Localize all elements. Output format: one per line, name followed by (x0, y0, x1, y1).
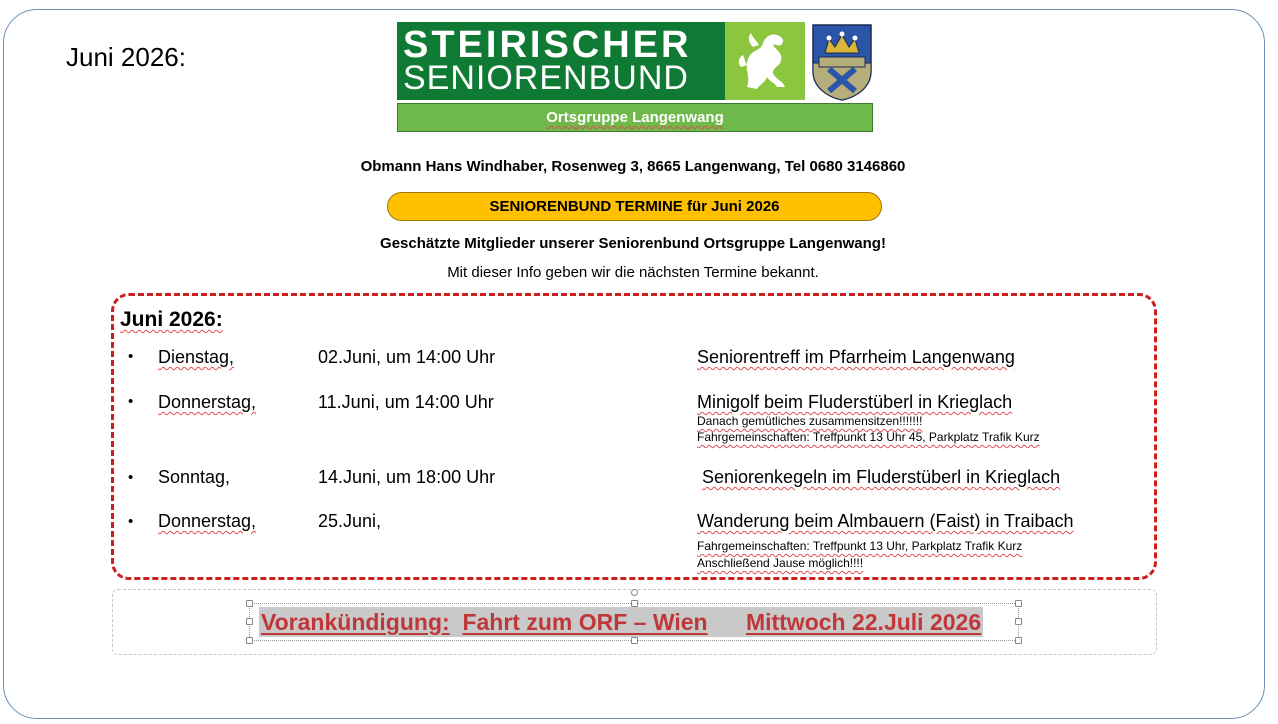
event-time: 14.Juni, um 18:00 Uhr (318, 467, 496, 487)
resize-handle[interactable] (246, 600, 253, 607)
ortsgruppe-band (397, 103, 873, 132)
event-title: Seniorenkegeln im Fluderstüberl in Krieglach (702, 467, 1061, 487)
event-day: Sonntag, (158, 467, 231, 487)
town-crest-icon (811, 23, 873, 101)
greeting-line: Geschätzte Mitglieder unserer Seniorenbund Ortsgruppe Langenwang! (380, 235, 886, 252)
event-day: Donnerstag, (158, 392, 257, 412)
resize-handle[interactable] (246, 637, 253, 644)
termine-banner (387, 192, 882, 221)
bullet-icon: • (128, 393, 134, 410)
resize-handle[interactable] (631, 600, 638, 607)
announcement-date: Mittwoch 22.Juli 2026 (745, 609, 982, 635)
announcement-label: Vorankündigung: (261, 609, 450, 635)
announcement-trip: Fahrt zum ORF – Wien (462, 609, 708, 635)
event-day: Donnerstag, (158, 511, 257, 531)
resize-handle[interactable] (1015, 618, 1022, 625)
event-time: 11.Juni, um 14:00 Uhr (318, 392, 494, 412)
events-box-title: Juni 2026: (120, 308, 223, 331)
bullet-icon: • (128, 348, 134, 365)
event-note: Fahrgemeinschaften: Treffpunkt 13 Uhr 45, Parkplatz Trafik Kurz (697, 430, 1040, 444)
event-title: Minigolf beim Fluderstüberl in Krieglach (697, 392, 1013, 412)
ortsgruppe-label: Ortsgruppe Langenwang (546, 109, 724, 126)
resize-handle[interactable] (1015, 637, 1022, 644)
termine-banner-label: SENIORENBUND TERMINE für Juni 2026 (489, 198, 780, 215)
info-line: Mit dieser Info geben wir die nächsten Termine bekannt. (447, 264, 819, 281)
event-day: Dienstag, (158, 347, 235, 367)
resize-handle[interactable] (246, 618, 253, 625)
event-title: Seniorentreff im Pfarrheim Langenwang (697, 347, 1015, 367)
bullet-icon: • (128, 469, 134, 486)
logo-line1: STEIRISCHER (403, 24, 692, 66)
panther-icon (725, 22, 805, 100)
rotate-handle-icon[interactable] (631, 589, 638, 596)
contact-line: Obmann Hans Windhaber, Rosenweg 3, 8665 Langenwang, Tel 0680 3146860 (360, 158, 906, 175)
page-title: Juni 2026: (66, 42, 186, 72)
event-note: Anschließend Jause möglich!!!! (697, 556, 864, 570)
event-title: Wanderung beim Almbauern (Faist) in Traibach (697, 511, 1074, 531)
announcement-text[interactable] (259, 607, 983, 637)
event-time: 02.Juni, um 14:00 Uhr (318, 347, 496, 367)
resize-handle[interactable] (631, 637, 638, 644)
seniorenbund-logo (397, 22, 805, 100)
logo-line2: SENIORENBUND (403, 59, 689, 97)
event-note: Fahrgemeinschaften: Treffpunkt 13 Uhr, Parkplatz Trafik Kurz (697, 539, 1023, 553)
event-time: 25.Juni, (318, 511, 382, 531)
bullet-icon: • (128, 513, 134, 530)
resize-handle[interactable] (1015, 600, 1022, 607)
event-note: Danach gemütliches zusammensitzen!!!!!!! (697, 414, 923, 428)
